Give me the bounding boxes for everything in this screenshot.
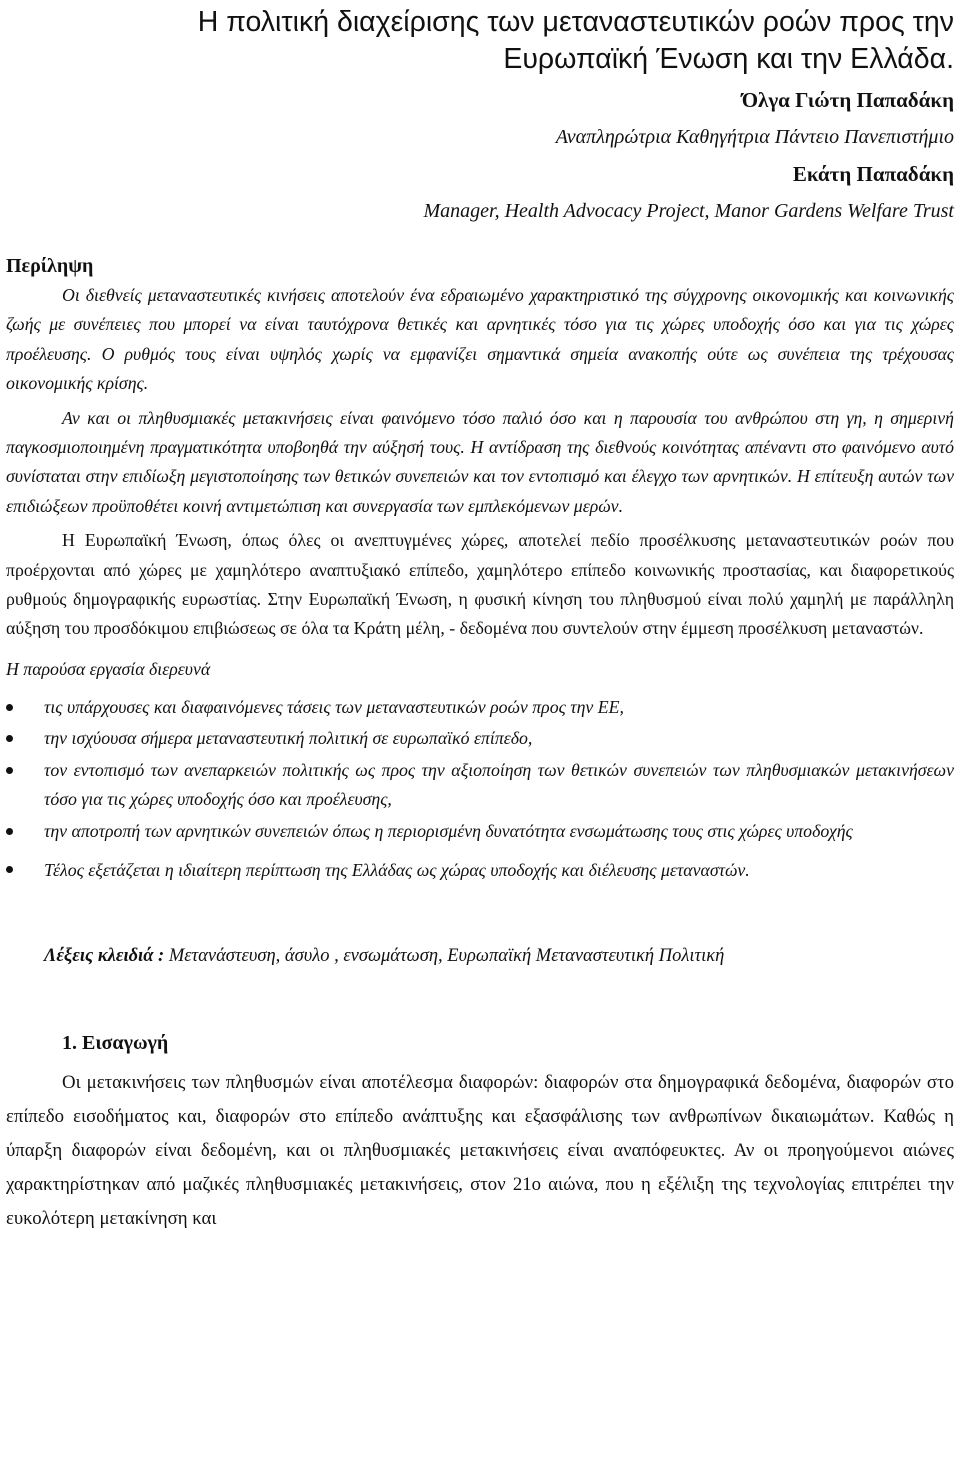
author-name-2: Εκάτη Παπαδάκη xyxy=(792,162,954,186)
bullet-icon xyxy=(6,866,13,873)
paper-title-line-1: Η πολιτική διαχείρισης των μεταναστευτικών ροών προς την xyxy=(197,6,954,38)
abstract-paragraph-3: Η Ευρωπαϊκή Ένωση, όπως όλες οι ανεπτυγμένες χώρες, αποτελεί πεδίο προσέλκυσης μεταναστευτικών ροών που προέρχονται από χώρες με χαμηλότερο αναπτυξιακό επίπεδο, χαμηλότερο επίπεδο κοινωνικής προστασίας, και διαφορετικούς ρυθμούς δημογραφικής ευρωστίας. Στην Ευρωπαϊκή Ένωση, η φυσική κίνηση του πληθυσμού είναι πολύ χαμηλή με παράλληλη αύξηση του προσδόκιμου επιβιώσεως σε όλα τα Κράτη μέλη, - δεδομένα που συντελούν στην έμμεση προσέλκυση μεταναστών. xyxy=(6,530,954,639)
list-item-text: τον εντοπισμό των ανεπαρκειών πολιτικής ως προς την αξιοποίηση των θετικών συνεπειών των πληθυσμιακών μετακινήσεων τόσο για τις χώρες υποδοχής όσο και προέλευσης, xyxy=(44,759,954,810)
document-page xyxy=(6,0,954,1458)
paper-title xyxy=(6,0,954,78)
section-heading-introduction: 1. Εισαγωγή xyxy=(62,1032,169,1055)
list-item-text: Τέλος εξετάζεται η ιδιαίτερη περίπτωση της Ελλάδας ως χώρας υποδοχής και διέλευσης μεταναστών. xyxy=(44,860,750,881)
abstract-paragraph-1: Οι διεθνείς μεταναστευτικές κινήσεις αποτελούν ένα εδραιωμένο χαρακτηριστικό της σύγχρονης οικονομικής και κοινωνικής ζωής με συνέπειες που μπορεί να είναι ταυτόχρονα θετικές και αρνητικές τόσο για τις χώρες υποδοχής όσο και για τις χώρες προέλευσης. Ο ρυθμός τους είναι υψηλός χωρίς να εμφανίζει σημαντικά σημεία ανακοπής ούτε ως συνέπεια της τρέχουσας οικονομικής κρίσης. xyxy=(6,285,954,394)
keywords-label: Λέξεις κλειδιά : xyxy=(44,946,165,967)
list-item-text: την αποτροπή των αρνητικών συνεπειών όπως η περιορισμένη δυνατότητα ενσωμάτωσης τους στις χώρες υποδοχής xyxy=(44,820,853,841)
abstract-bullet-list xyxy=(6,693,954,889)
author-affiliation-1: Αναπληρώτρια Καθηγήτρια Πάντειο Πανεπιστήμιο xyxy=(555,126,954,148)
list-item xyxy=(6,852,954,888)
author-name-1: Όλγα Γιώτη Παπαδάκη xyxy=(741,88,954,112)
author-affiliation-2: Manager, Health Advocacy Project, Manor Gardens Welfare Trust xyxy=(423,200,954,222)
bullet-icon xyxy=(6,704,13,711)
list-item xyxy=(6,756,954,815)
paper-title-line-2: Ευρωπαϊκή Ένωση και την Ελλάδα. xyxy=(503,43,954,75)
bullet-icon xyxy=(6,828,13,835)
abstract-heading: Περίληψη xyxy=(6,255,94,277)
abstract-intro-line: Η παρούσα εργασία διερευνά xyxy=(6,658,211,679)
abstract-paragraph-2: Αν και οι πληθυσμιακές μετακινήσεις είναι φαινόμενο τόσο παλιό όσο και η παρουσία του ανθρώπου στη γη, η σημερινή παγκοσμιοποιημένη πραγματικότητα υποβοηθά την αύξησή τους. Η αντίδραση της διεθνούς κοινότητας απέναντι στο φαινόμενο αυτό συνίσταται στην επιδίωξη μεγιστοποίησης των θετικών συνεπειών και τον εντοπισμό και έλεγχο των αρνητικών. Η επίτευξη αυτών των επιδιώξεων προϋποθέτει κοινή αντιμετώπιση και συνεργασία των εμπλεκόμενων μερών. xyxy=(6,407,954,516)
list-item-text: τις υπάρχουσες και διαφαινόμενες τάσεις των μεταναστευτικών ροών προς την ΕΕ, xyxy=(44,696,624,717)
introduction-paragraph: Οι μετακινήσεις των πληθυσμών είναι αποτέλεσμα διαφορών: διαφορών στα δημογραφικά δεδομένα, διαφορών στο επίπεδο εισοδήματος και, διαφορών στο επίπεδο ανάπτυξης και εξασφάλισης των ανθρωπίνων δικαιωμάτων. Καθώς η ύπαρξη διαφορών είναι δεδομένη, και οι πληθυσμιακές μετακινήσεις είναι αναπόφευκτες. Αν οι προηγούμενοι αιώνες χαρακτηρίστηκαν από μαζικές πληθυσμιακές μετακινήσεις, στον 21ο αιώνα, που η εξέλιξη της τεχνολογίας επιτρέπει την ευκολότερη μετακίνηση και xyxy=(6,1072,954,1230)
bullet-icon xyxy=(6,767,13,774)
list-item-text: την ισχύουσα σήμερα μεταναστευτική πολιτική σε ευρωπαϊκό επίπεδο, xyxy=(44,728,533,749)
keywords-text: Μετανάστευση, άσυλο , ενσωμάτωση, Ευρωπαϊκή Μεταναστευτική Πολιτική xyxy=(168,946,725,967)
author-block xyxy=(6,82,954,230)
abstract-body xyxy=(6,281,954,521)
list-item xyxy=(6,817,954,847)
list-item xyxy=(6,693,954,723)
bullet-icon xyxy=(6,735,13,742)
list-item xyxy=(6,724,954,754)
keywords-line xyxy=(44,942,954,970)
